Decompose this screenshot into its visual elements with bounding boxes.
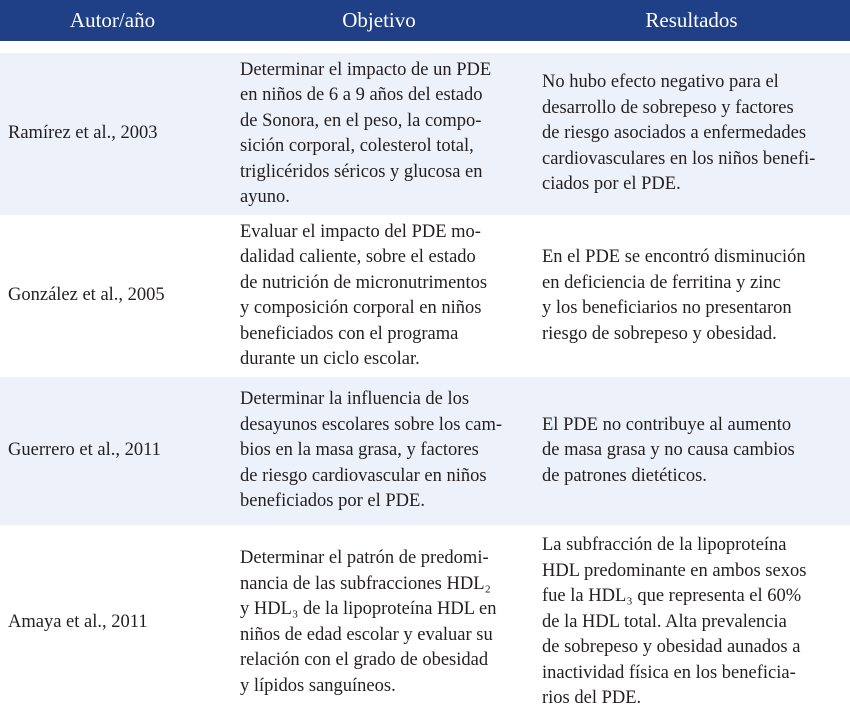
objective-cell xyxy=(240,377,530,525)
results-cell-line: riesgo de sobrepeso y obesidad. xyxy=(542,323,777,344)
results-cell xyxy=(542,377,847,525)
objective-cell-line: niños de edad escolar y evaluar su xyxy=(240,624,493,645)
results-cell-line: La subfracción de la lipoproteína xyxy=(542,535,787,556)
objective-cell-line: en niños de 6 a 9 años del estado xyxy=(240,85,483,105)
table-row xyxy=(0,525,850,720)
objective-cell-line: dalidad caliente, sobre el estado xyxy=(240,247,476,267)
objective-cell-line: nancia de las subfracciones HDL₂ xyxy=(240,573,491,594)
objective-cell-line: de nutrición de micronutrimentos xyxy=(240,272,488,293)
objective-cell-line: bios en la masa grasa, y factores xyxy=(240,440,479,461)
author-text: Guerrero et al., 2011 xyxy=(8,440,161,461)
objective-cell-line: Determinar la influencia de los xyxy=(240,389,470,410)
objective-cell-line: durante un ciclo escolar. xyxy=(240,349,420,369)
author-cell xyxy=(8,377,223,525)
objective-cell-line: Determinar el impacto de un PDE xyxy=(240,59,492,80)
objective-cell-line: y lípidos sanguíneos. xyxy=(240,675,396,696)
results-cell-line: de masa grasa y no causa cambios xyxy=(542,440,795,461)
objective-cell-line: ayuno. xyxy=(240,187,290,207)
results-cell-line: y los beneficiarios no presentaron xyxy=(542,298,792,318)
results-cell-line: desarrollo de sobrepeso y factores xyxy=(542,97,794,118)
objective-cell-line: triglicéridos séricos y glucosa en xyxy=(240,161,483,182)
results-cell-line: inactividad física en los beneficia- xyxy=(542,662,796,683)
results-cell-line: cardiovasculares en los niños benefi- xyxy=(542,148,816,169)
objective-cell-line: Determinar el patrón de predomi- xyxy=(240,548,489,568)
results-cell-line: rios del PDE. xyxy=(542,688,642,709)
objective-cell-line: beneficiados por el PDE. xyxy=(240,491,425,512)
objective-cell-line: Evaluar el impacto del PDE mo- xyxy=(240,221,481,242)
objective-cell xyxy=(240,525,530,720)
table-row xyxy=(0,377,850,525)
results-cell-line: de patrones dietéticos. xyxy=(542,465,707,486)
author-cell xyxy=(8,215,223,377)
results-cell-line: No hubo efecto negativo para el xyxy=(542,72,779,93)
objective-cell-line: de riesgo cardiovascular en niños xyxy=(240,465,487,486)
objective-cell-line: desayunos escolares sobre los cam- xyxy=(240,414,502,435)
objective-cell-line: relación con el grado de obesidad xyxy=(240,650,489,670)
results-cell-line: HDL predominante en ambos sexos xyxy=(542,560,807,581)
header-objective: Objetivo xyxy=(342,8,416,32)
objective-cell xyxy=(240,215,530,377)
results-cell-line: de la HDL total. Alta prevalencia xyxy=(542,611,787,632)
objective-cell-line: y composición corporal en niños xyxy=(240,298,482,318)
author-text: González et al., 2005 xyxy=(8,285,165,306)
header-author-year: Autor/año xyxy=(69,8,156,32)
results-cell-line: ciados por el PDE. xyxy=(542,174,681,195)
header-results: Resultados xyxy=(645,8,738,32)
objective-cell-line: beneficiados con el programa xyxy=(240,323,459,344)
objective-cell xyxy=(240,53,530,215)
results-cell-line: de riesgo asociados a enfermedades xyxy=(542,123,807,144)
results-cell-line: El PDE no contribuye al aumento xyxy=(542,414,792,435)
author-cell xyxy=(8,525,223,720)
author-text: Ramírez et al., 2003 xyxy=(8,123,158,144)
author-text: Amaya et al., 2011 xyxy=(8,611,148,632)
objective-cell-line: de Sonora, en el peso, la compo- xyxy=(240,110,482,131)
results-cell xyxy=(542,525,847,720)
table-row xyxy=(0,53,850,215)
results-cell xyxy=(542,215,847,377)
author-cell xyxy=(8,53,223,215)
table-header xyxy=(0,0,850,41)
results-cell-line: En el PDE se encontró disminución xyxy=(542,247,806,267)
table-row xyxy=(0,215,850,377)
objective-cell-line: y HDL₃ de la lipoproteína HDL en xyxy=(240,599,497,619)
results-cell xyxy=(542,53,847,215)
results-cell-line: fue la HDL₃ que representa el 60% xyxy=(542,586,802,607)
results-cell-line: en deficiencia de ferritina y zinc xyxy=(542,272,781,293)
results-cell-line: de sobrepeso y obesidad aunados a xyxy=(542,637,801,658)
objective-cell-line: sición corporal, colesterol total, xyxy=(240,136,474,156)
